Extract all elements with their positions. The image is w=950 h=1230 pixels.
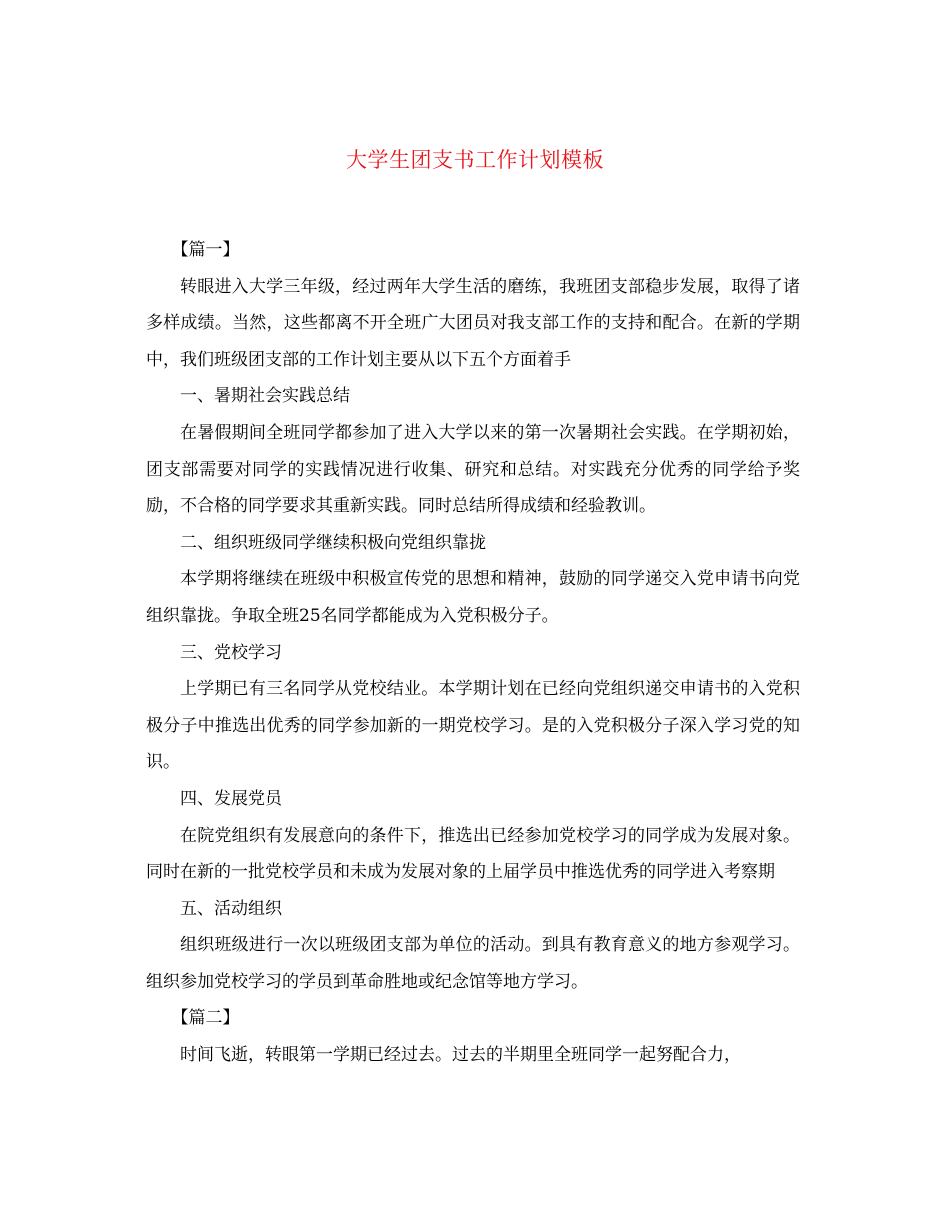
section-heading: 四、发展党员 bbox=[180, 788, 282, 809]
section-heading: 五、活动组织 bbox=[180, 898, 282, 919]
document-body bbox=[146, 232, 800, 1074]
section-label-part-two: 【篇二】 bbox=[171, 1008, 240, 1029]
body-paragraph: 在暑假期间全班同学都参加了进入大学以来的第一次暑期社会实践。在学期初始，团支部需要对同学的实践情况进行收集、研究和总结。对实践充分优秀的同学给予奖励，不合格的同学要求其重新实践。同时总结所得成绩和经验教训。 bbox=[146, 422, 800, 517]
document-title: 大学生团支书工作计划模板 bbox=[346, 148, 604, 172]
body-paragraph: 本学期将继续在班级中积极宣传党的思想和精神，鼓励的同学递交入党申请书向党组织靠拢。争取全班25名同学都能成为入党积极分子。 bbox=[146, 569, 800, 626]
body-paragraph: 时间飞逝，转眼第一学期已经过去。过去的半期里全班同学一起努配合力， bbox=[180, 1045, 741, 1066]
section-label-part-one: 【篇一】 bbox=[171, 240, 240, 260]
body-paragraph: 在院党组织有发展意向的条件下，推选出已经参加党校学习的同学成为发展对象。同时在新的一批党校学员和未成为发展对象的上届学员中推选优秀的同学进入考察期 bbox=[146, 825, 800, 883]
body-paragraph: 转眼进入大学三年级，经过两年大学生活的磨练，我班团支部稳步发展，取得了诸多样成绩。当然，这些都离不开全班广大团员对我支部工作的支持和配合。在新的学期中，我们班级团支部的工作计划主要从以下五个方面着手 bbox=[146, 276, 800, 370]
body-paragraph: 上学期已有三名同学从党校结业。本学期计划在已经向党组织递交申请书的入党积极分子中推选出优秀的同学参加新的一期党校学习。是的入党积极分子深入学习党的知识。 bbox=[146, 679, 800, 773]
section-heading: 三、党校学习 bbox=[180, 642, 282, 663]
section-heading: 二、组织班级同学继续积极向党组织靠拢 bbox=[180, 532, 486, 553]
section-heading: 一、暑期社会实践总结 bbox=[180, 386, 350, 407]
body-paragraph: 组织班级进行一次以班级团支部为单位的活动。到具有教育意义的地方参观学习。组织参加党校学习的学员到革命胜地或纪念馆等地方学习。 bbox=[146, 935, 800, 992]
